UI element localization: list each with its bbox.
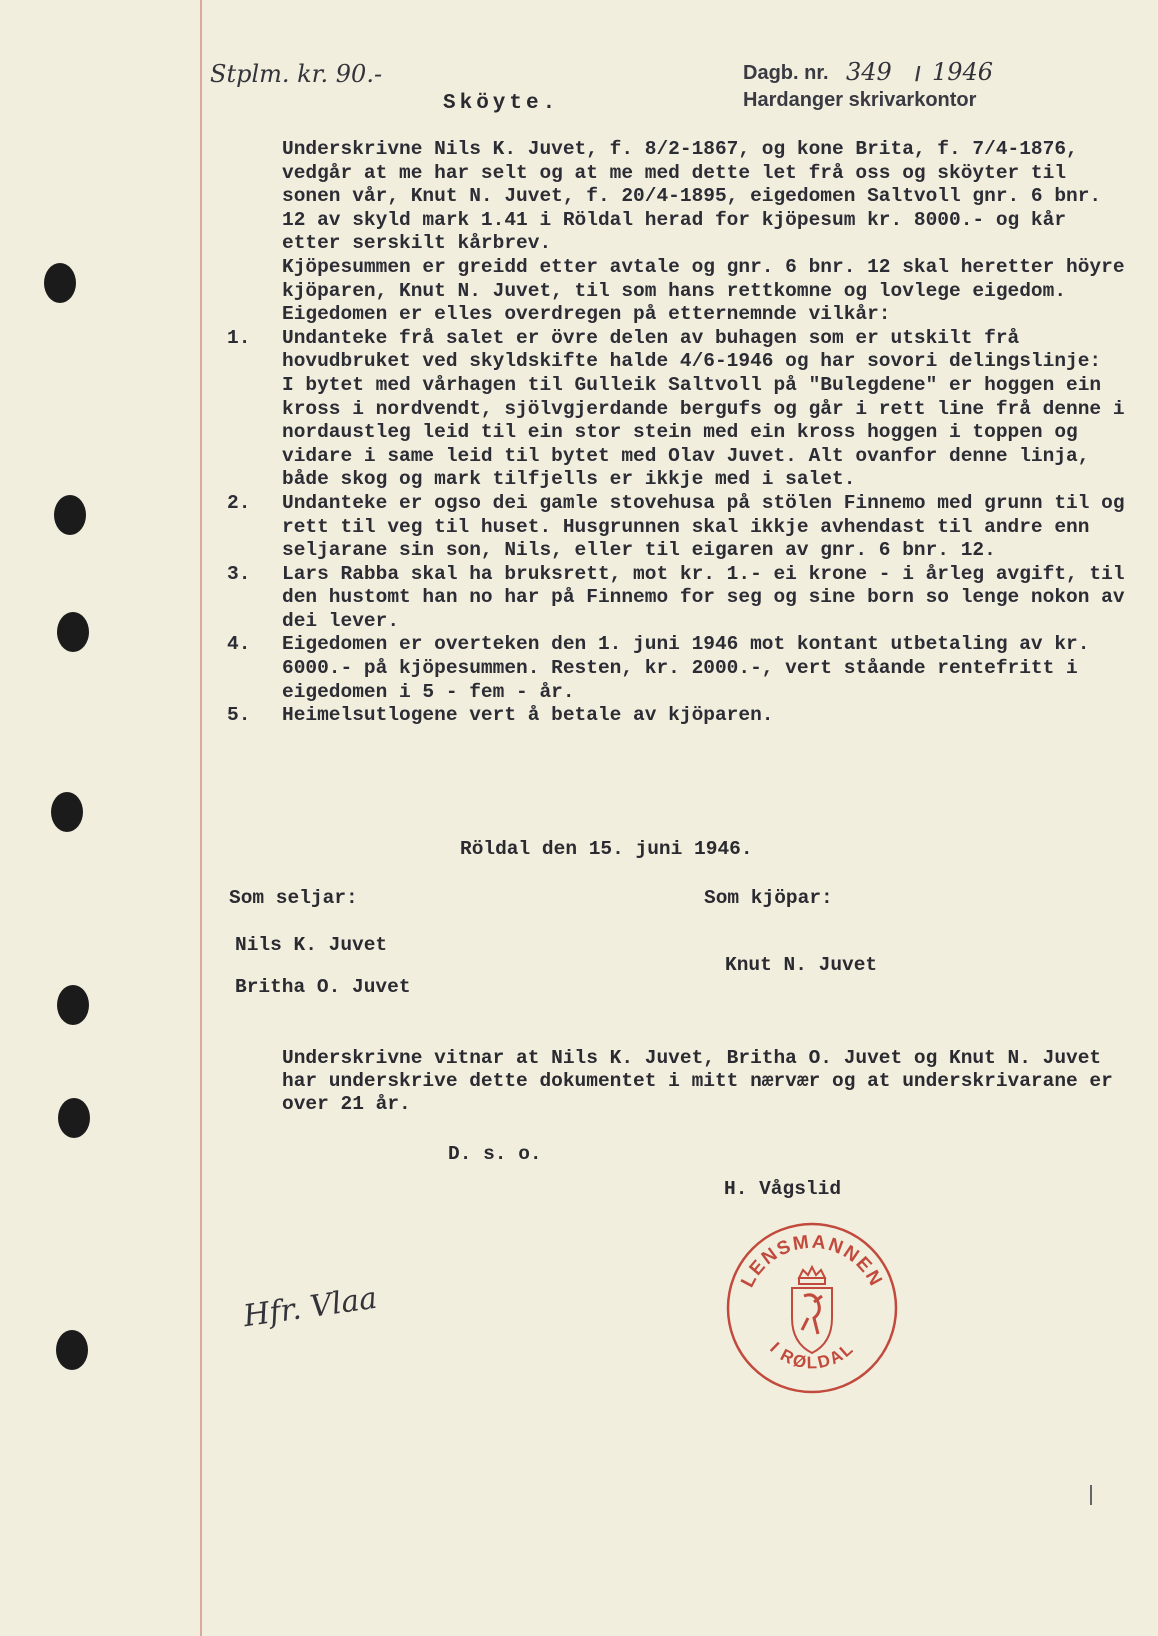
place-and-date: Röldal den 15. juni 1946. [460, 838, 753, 860]
witness-statement [227, 1047, 1127, 1116]
dso-mark: D. s. o. [448, 1143, 542, 1165]
seller-signature-2: Britha O. Juvet [235, 976, 411, 998]
official-signature: H. Vågslid [724, 1178, 842, 1200]
punch-hole [57, 985, 89, 1025]
condition-item [227, 327, 1127, 492]
stamp-duty-note: Stplm. kr. 90.- [210, 60, 383, 88]
diary-slash: / [915, 64, 921, 86]
punch-hole [44, 263, 76, 303]
diary-year: 1946 [932, 58, 994, 86]
punch-hole [56, 1330, 88, 1370]
payment-paragraph: Kjöpesummen er greidd etter avtale og gnr. 6 bnr. 12 skal heretter höyre kjöparen, Knut N. Juvet, til som hans rettkomne og lovlege eigedom. [282, 255, 1125, 302]
office-stamp: Hardanger skrivarkontor [743, 89, 977, 111]
condition-number: 1. [227, 326, 251, 349]
norwegian-crest-icon [792, 1267, 832, 1353]
condition-text: Undanteke er ogso dei gamle stovehusa på stölen Finnemo med grunn til og rett til veg til huset. Husgrunnen skal ikkje avhendast til andre enn seljarane sin son, Nils, eller til eigaren av gnr. 6 bnr. 12. [282, 491, 1125, 562]
condition-number: 4. [227, 633, 251, 656]
condition-text: Undanteke frå salet er övre delen av buhagen som er utskilt frå hovudbruket ved skyldskifte halde 4/6-1946 og har sovori delingslinje: [282, 326, 1102, 373]
seller-signature-1: Nils K. Juvet [235, 934, 388, 956]
witness-text: Underskrivne vitnar at Nils K. Juvet, Britha O. Juvet og Knut N. Juvet har underskrive dette dokumentet i mitt nærvær og at underskrivarane er over 21 år. [282, 1047, 1113, 1115]
seal-top-text: LENSMANNEN [737, 1231, 887, 1291]
svg-text:I RØLDAL [766, 1338, 858, 1372]
condition-item [227, 633, 1127, 704]
condition-text: Eigedomen er overteken den 1. juni 1946 mot kontant utbetaling av kr. 6000.- på kjöpesummen. Resten, kr. 2000.-, vert ståande rentefritt i eigedomen i 5 - fem - år. [282, 633, 1090, 703]
condition-item [227, 563, 1127, 634]
lensmann-seal [722, 1218, 902, 1396]
condition-subtext: I bytet med vårhagen til Gulleik Saltvoll på "Bulegdene" er hoggen ein kross i nordvendt, sjölvgjerdande bergufs og går i rett line frå denne i nordaustleg leid til ein stor stein med ein kross hoggen i toppen og vidare i same leid til bytet med Olav Juvet. Alt ovanfor denne linja, både skog og mark tilfjells er ikkje med i salet. [282, 373, 1125, 491]
punch-hole [58, 1098, 90, 1138]
punch-hole [51, 792, 83, 832]
condition-text: Heimelsutlogene vert å betale av kjöparen. [282, 704, 774, 727]
condition-text: Lars Rabba skal ha bruksrett, mot kr. 1.- ei krone - i årleg avgift, til den hustomt han no har på Finnemo for seg og sine born so lenge nokon av dei lever. [282, 562, 1125, 632]
condition-number: 2. [227, 491, 251, 514]
document-title: Sköyte. [443, 92, 560, 115]
pencil-mark [1090, 1485, 1092, 1505]
svg-text:LENSMANNEN [737, 1232, 887, 1291]
intro-paragraph: Underskrivne Nils K. Juvet, f. 8/2-1867, og kone Brita, f. 7/4-1876, vedgår at me har selt og at me med dette let frå oss og sköyter til sonen vår, Knut N. Juvet, f. 20/4-1895, eigedomen Saltvoll gnr. 6 bnr. 12 av skyld mark 1.41 i Röldal herad for kjöpesum kr. 8000.- og kår etter serskilt kårbrev. [282, 138, 1102, 255]
condition-number: 5. [227, 704, 251, 727]
handwritten-initials: Hfr. Vlaa [241, 1280, 380, 1335]
buyer-label: Som kjöpar: [704, 887, 833, 909]
punch-hole [57, 612, 89, 652]
margin-line [200, 0, 202, 1636]
punch-hole [54, 495, 86, 535]
conditions-heading: Eigedomen er elles overdregen på etternemnde vilkår: [282, 303, 891, 326]
seller-label: Som seljar: [229, 887, 358, 909]
diary-number: 349 [846, 58, 892, 86]
condition-item [227, 704, 1127, 728]
condition-item [227, 492, 1127, 563]
buyer-signature: Knut N. Juvet [725, 954, 878, 976]
condition-number: 3. [227, 562, 251, 585]
diary-stamp-prefix: Dagb. nr. [743, 62, 829, 84]
deed-body [227, 138, 1127, 728]
seal-bottom-text: I RØLDAL [766, 1338, 858, 1373]
